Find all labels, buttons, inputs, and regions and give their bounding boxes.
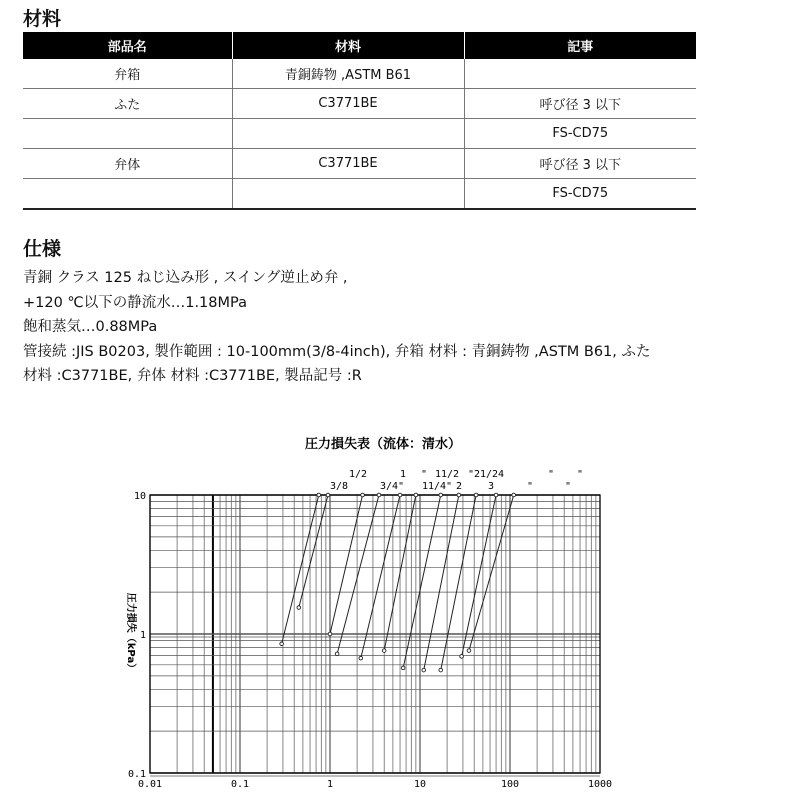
series-point <box>280 642 284 646</box>
x-tick-label: 0.01 <box>137 779 163 790</box>
size-label: 2 <box>455 481 463 492</box>
size-label: "21/24 <box>467 469 505 480</box>
materials-title: 材料 <box>23 8 62 30</box>
spec-line: 管接続 :JIS B0203, 製作範囲 : 10-100mm(3/8-4inch), 弁箱 材料 : 青銅鋳物 ,ASTM B61, ふた <box>23 343 651 360</box>
y-tick-label: 0.1 <box>127 769 146 780</box>
cell-part: 弁体 <box>23 149 232 179</box>
cell-part: 弁箱 <box>23 59 232 89</box>
size-label: 3/8 <box>329 481 349 492</box>
series-point <box>439 668 443 672</box>
y-tick-label: 1 <box>139 630 146 641</box>
cell-notes: 呼び径 3 以下 <box>464 89 696 119</box>
size-label: " <box>564 481 572 492</box>
series-point <box>297 606 301 610</box>
series-point <box>359 656 363 660</box>
cell-notes: FS-CD75 <box>464 119 696 149</box>
spec-text <box>23 266 651 389</box>
series-point <box>398 493 402 497</box>
cell-notes <box>464 59 696 89</box>
spec-line: +120 ℃以下の静流水…1.18MPa <box>23 294 247 311</box>
y-tick-label: 10 <box>133 491 146 502</box>
series-point <box>361 493 365 497</box>
series-line <box>330 495 363 634</box>
chart-ylabel: 圧力損失（kPa） <box>125 592 136 674</box>
series-point <box>401 666 405 670</box>
series-line <box>424 495 459 670</box>
cell-material: C3771BE <box>232 89 464 119</box>
series-line <box>282 495 319 644</box>
series-point <box>326 493 330 497</box>
series-point <box>317 493 321 497</box>
series-point <box>382 649 386 653</box>
cell-part <box>23 119 232 149</box>
series-point <box>414 493 418 497</box>
cell-part: ふた <box>23 89 232 119</box>
pressure-loss-chart <box>0 420 800 800</box>
spec-line: 飽和蒸気…0.88MPa <box>23 319 158 335</box>
header-notes: 記事 <box>464 32 696 59</box>
size-label: " <box>526 481 534 492</box>
table-row <box>23 89 696 119</box>
spec-title: 仕様 <box>23 238 62 260</box>
chart-grid <box>150 495 600 776</box>
size-label: 3 <box>487 481 495 492</box>
series-line <box>403 495 441 668</box>
size-label: 11/2 <box>434 469 460 480</box>
header-material: 材料 <box>232 32 464 59</box>
series-point <box>494 493 498 497</box>
table-row <box>23 59 696 89</box>
x-tick-label: 1 <box>326 779 334 790</box>
cell-material: C3771BE <box>232 149 464 179</box>
series-point <box>439 493 443 497</box>
size-label: 11/4" <box>421 481 453 492</box>
materials-table <box>23 32 696 210</box>
size-label: 1 <box>399 469 407 480</box>
size-label: " <box>576 469 584 480</box>
header-part-name: 部品名 <box>23 32 232 59</box>
chart-series <box>280 493 516 672</box>
size-label: 3/4" <box>379 481 405 492</box>
materials-header-row <box>23 32 696 59</box>
series-point <box>335 652 339 656</box>
cell-notes: 呼び径 3 以下 <box>464 149 696 179</box>
table-row <box>23 149 696 179</box>
size-label: 1/2 <box>348 469 368 480</box>
x-tick-label: 0.1 <box>230 779 250 790</box>
table-row <box>23 119 696 149</box>
series-point <box>512 493 516 497</box>
cell-notes: FS-CD75 <box>464 179 696 210</box>
series-point <box>460 655 464 659</box>
spec-line: 青銅 クラス 125 ねじ込み形 , スイング逆止め弁 , <box>23 270 348 286</box>
table-row <box>23 179 696 210</box>
cell-part <box>23 179 232 210</box>
series-point <box>457 493 461 497</box>
series-point <box>467 649 471 653</box>
chart-size-labels <box>330 469 583 492</box>
spec-line: 材料 :C3771BE, 弁体 材料 :C3771BE, 製品記号 :R <box>23 368 362 384</box>
x-tick-label: 10 <box>413 779 427 790</box>
series-point <box>474 493 478 497</box>
series-point <box>328 632 332 636</box>
size-label: " <box>420 469 428 480</box>
x-tick-label: 1000 <box>587 779 613 790</box>
size-label: " <box>547 469 555 480</box>
cell-material <box>232 179 464 210</box>
x-tick-label: 100 <box>500 779 520 790</box>
cell-material: 青銅鋳物 ,ASTM B61 <box>232 59 464 89</box>
series-point <box>377 493 381 497</box>
series-point <box>422 668 426 672</box>
chart-title: 圧力損失表（流体：清水） <box>304 437 462 452</box>
cell-material <box>232 119 464 149</box>
